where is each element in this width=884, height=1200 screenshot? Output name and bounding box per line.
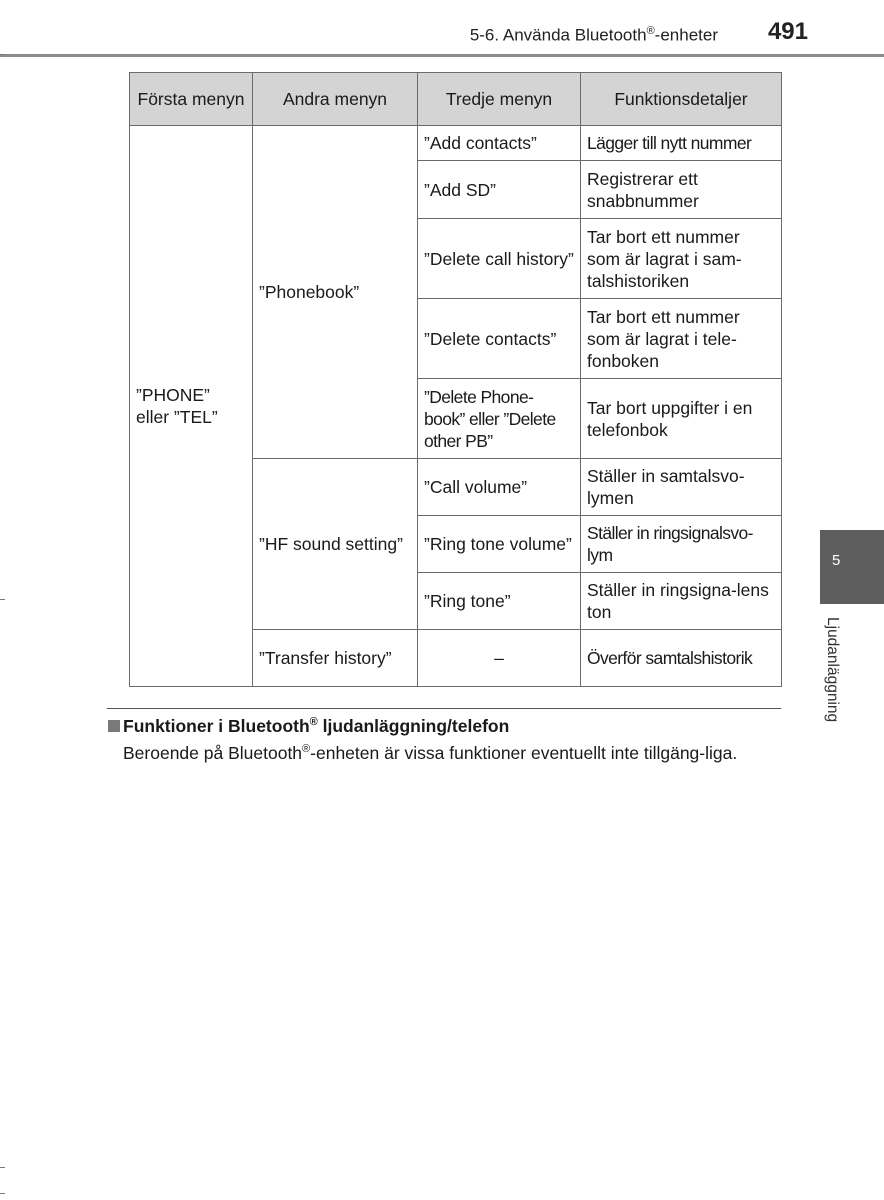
chapter-tab xyxy=(820,530,884,604)
crop-mark xyxy=(0,54,5,55)
function-detail-cell: Överför samtalshistorik xyxy=(581,630,782,687)
third-menu-cell: ”Add SD” xyxy=(418,161,581,219)
second-menu-cell-hf-sound: ”HF sound setting” xyxy=(253,459,418,630)
section-body-suffix: -enheten är vissa funktioner eventuellt inte tillgäng-liga. xyxy=(310,743,738,763)
third-menu-cell: ”Add contacts” xyxy=(418,126,581,161)
column-header-function-details: Funktionsdetaljer xyxy=(581,73,782,126)
column-header-third-menu: Tredje menyn xyxy=(418,73,581,126)
second-menu-cell-transfer: ”Transfer history” xyxy=(253,630,418,687)
registered-mark: ® xyxy=(309,716,318,729)
section-heading xyxy=(108,716,509,737)
function-detail-cell: Lägger till nytt nummer xyxy=(581,126,782,161)
second-menu-cell-phonebook: ”Phonebook” xyxy=(253,126,418,459)
chapter-label: Ljudanläggning xyxy=(824,617,841,723)
header-title-main: 5-6. Använda Bluetooth xyxy=(469,25,647,45)
page-number: 491 xyxy=(767,18,808,45)
column-header-first-menu: Första menyn xyxy=(130,73,253,126)
table-header-row xyxy=(130,73,782,126)
crop-mark xyxy=(0,1167,5,1168)
third-menu-cell: ”Delete Phone-book” eller ”Delete other PB” xyxy=(418,379,581,459)
running-header xyxy=(470,25,718,46)
function-detail-cell: Tar bort uppgifter i en telefonbok xyxy=(581,379,782,459)
third-menu-cell: ”Ring tone” xyxy=(418,573,581,630)
header-title-suffix: -enheter xyxy=(654,25,718,45)
section-divider xyxy=(107,708,781,709)
section-heading-main: Funktioner i Bluetooth xyxy=(123,716,310,736)
function-detail-cell: Ställer in ringsignalsvo-lym xyxy=(581,516,782,573)
third-menu-cell: ”Ring tone volume” xyxy=(418,516,581,573)
chapter-number: 5 xyxy=(832,552,841,569)
function-detail-cell: Ställer in ringsigna-lens ton xyxy=(581,573,782,630)
crop-mark xyxy=(0,1193,5,1194)
function-detail-cell: Tar bort ett nummer som är lagrat i sam-talshistoriken xyxy=(581,219,782,299)
third-menu-cell: ”Delete call history” xyxy=(418,219,581,299)
function-detail-cell: Ställer in samtalsvo-lymen xyxy=(581,459,782,516)
third-menu-cell: ”Delete contacts” xyxy=(418,299,581,379)
registered-mark: ® xyxy=(646,25,655,37)
section-body-text xyxy=(123,742,775,765)
function-detail-cell: Tar bort ett nummer som är lagrat i tele-fonboken xyxy=(581,299,782,379)
column-header-second-menu: Andra menyn xyxy=(253,73,418,126)
third-menu-cell: ”Call volume” xyxy=(418,459,581,516)
crop-mark xyxy=(0,599,5,600)
header-divider xyxy=(0,54,884,57)
first-menu-cell: ”PHONE” eller ”TEL” xyxy=(130,126,253,687)
registered-mark: ® xyxy=(302,743,311,756)
square-bullet-icon xyxy=(108,720,120,732)
third-menu-cell: – xyxy=(418,630,581,687)
menu-table xyxy=(129,72,782,687)
function-detail-cell: Registrerar ett snabbnummer xyxy=(581,161,782,219)
section-heading-suffix: ljudanläggning/telefon xyxy=(317,716,510,736)
table-row xyxy=(130,126,782,161)
section-body-main: Beroende på Bluetooth xyxy=(123,743,303,763)
